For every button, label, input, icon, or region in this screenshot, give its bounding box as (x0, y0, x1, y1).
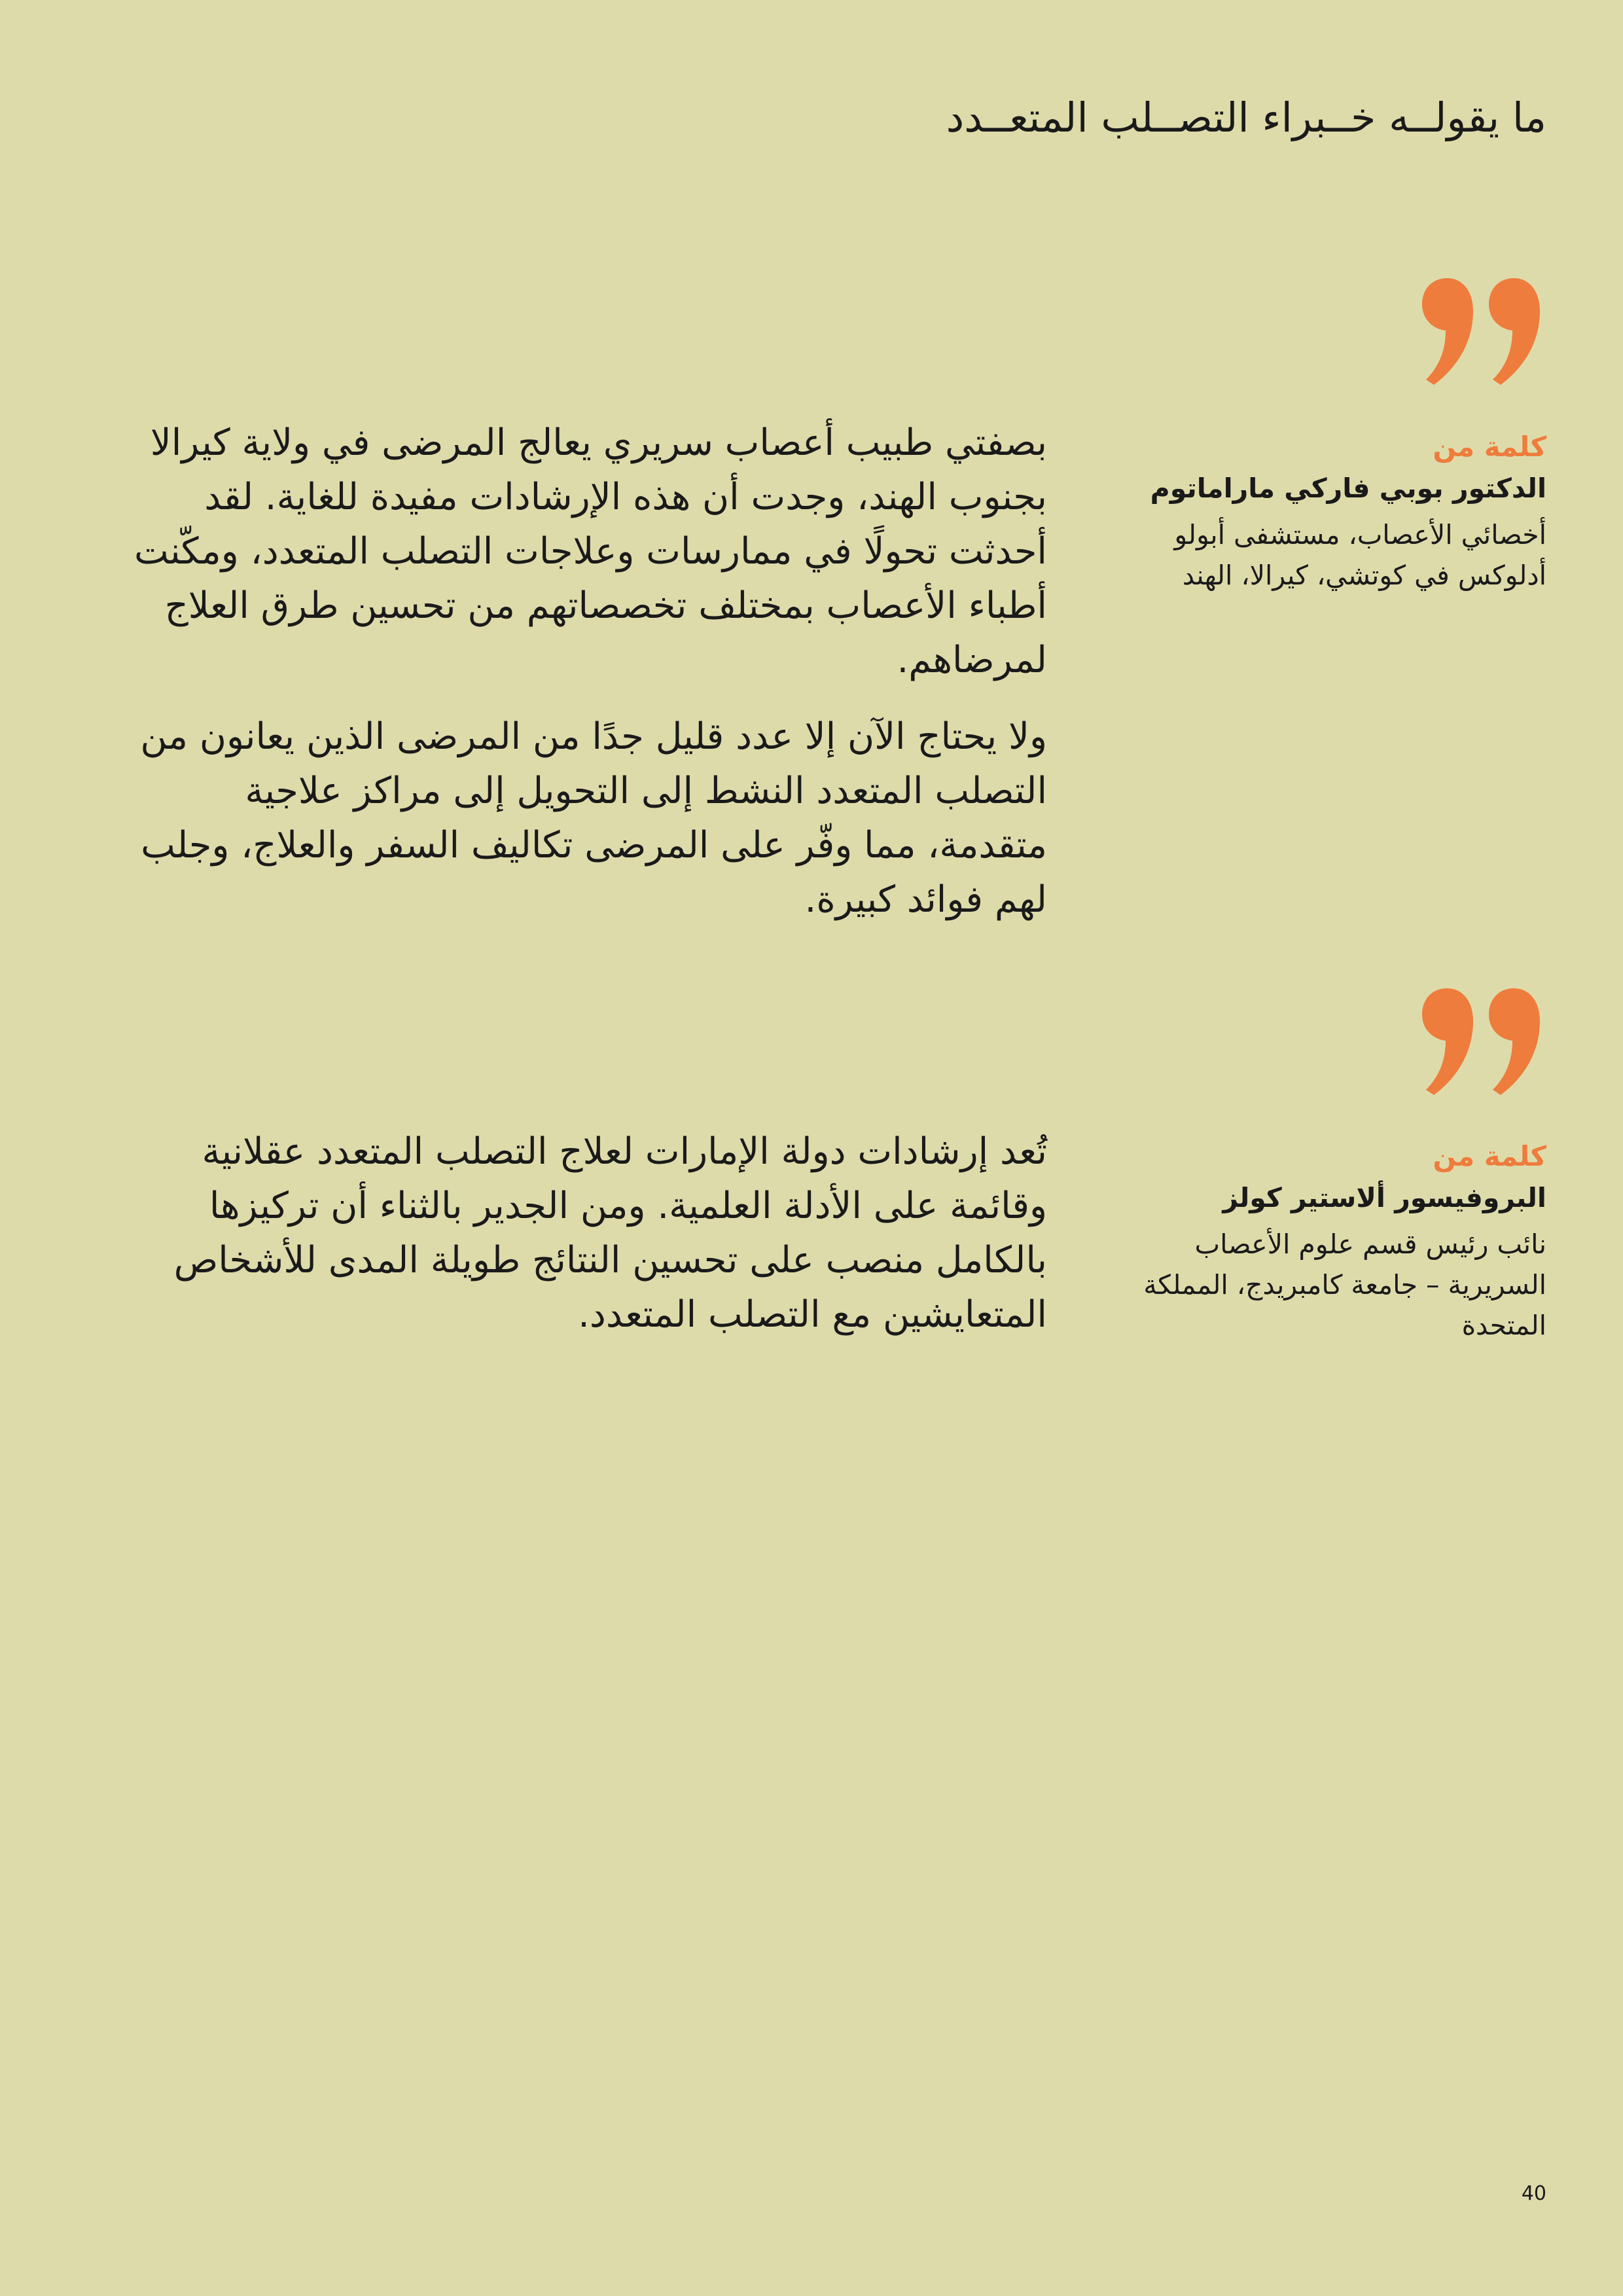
page-number: 40 (1521, 2182, 1546, 2205)
testimonial-2-quote (131, 1124, 1047, 1364)
page-title: ما يقولــه خــبراء التصــلب المتعــدد (946, 94, 1546, 141)
quote-paragraph: بصفتي طبيب أعصاب سريري يعالج المرضى في ولاية كيرالا بجنوب الهند، وجدت أن هذه الإرشادات مفيدة للغاية. لقد أحدثت تحولًا في ممارسات وعلاجات التصلب المتعدد، ومكّنت أطباء الأعصاب بمختلف تخصصاتهم من تحسين طرق العلاج لمرضاهم. (134, 422, 1047, 681)
attribution-name: البروفيسور ألاستير كولز (1222, 1182, 1546, 1213)
attribution-label: كلمة من (1433, 431, 1546, 463)
quote-mark-icon (1416, 275, 1546, 386)
attribution-role: نائب رئيس قسم علوم الأعصاب السريرية – جامعة كامبريدج، المملكة المتحدة (1143, 1229, 1546, 1341)
testimonial-1-quote (131, 416, 1047, 949)
attribution-role: أخصائي الأعصاب، مستشفى أبولو أدلوكس في كوتشي، كيرالا، الهند (1174, 519, 1546, 591)
quote-paragraph: تُعد إرشادات دولة الإمارات لعلاج التصلب المتعدد عقلانية وقائمة على الأدلة العلمية. ومن الجدير بالثناء أن تركيزها بالكامل منصب على تحسين النتائج طويلة المدى للأشخاص المتعايشين مع التصلب المتعدد. (173, 1130, 1047, 1336)
testimonial-2-attribution (1101, 1136, 1546, 1346)
testimonial-1-attribution (1101, 427, 1546, 596)
quote-mark-icon (1416, 985, 1546, 1096)
quote-paragraph: ولا يحتاج الآن إلا عدد قليل جدًا من المرضى الذين يعانون من التصلب المتعدد النشط إلى التحويل إلى مراكز علاجية متقدمة، مما وفّر على المرضى تكاليف السفر والعلاج، وجلب لهم فوائد كبيرة. (140, 715, 1047, 921)
attribution-name: الدكتور بوبي فاركي ماراماتوم (1150, 473, 1546, 504)
attribution-label: كلمة من (1433, 1140, 1546, 1172)
